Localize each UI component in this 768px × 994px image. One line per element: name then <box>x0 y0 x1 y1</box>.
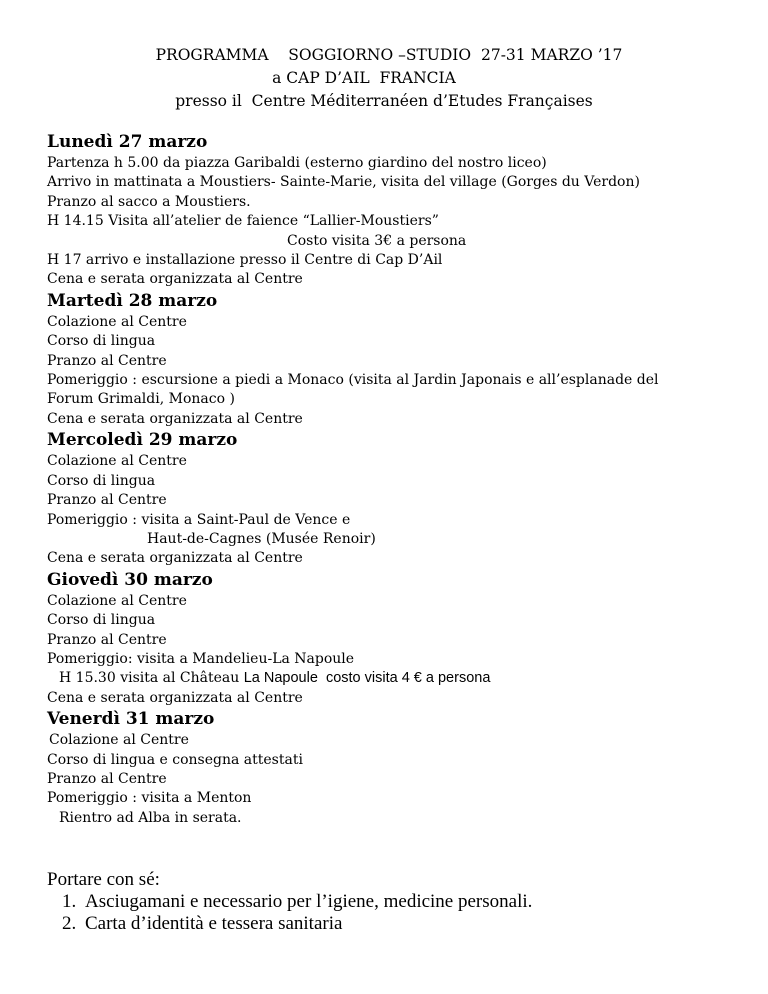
day2-line: Cena e serata organizzata al Centre <box>47 410 303 427</box>
day4-line: Cena e serata organizzata al Centre <box>47 689 303 706</box>
bring-title: Portare con sé: <box>47 869 160 891</box>
bring-list-item: 1. Asciugamani e necessario per l’igiene, medicine personali. <box>81 891 747 913</box>
day5-line: Pranzo al Centre <box>47 770 167 787</box>
day-heading-1: Lunedì 27 marzo <box>47 132 208 152</box>
day3-line: Cena e serata organizzata al Centre <box>47 550 303 567</box>
day3-line: Colazione al Centre <box>47 453 187 470</box>
day4-chateau-text: H 15.30 visita al Château <box>59 670 244 687</box>
day4-line: Colazione al Centre <box>47 592 187 609</box>
day2-line: Pranzo al Centre <box>47 352 167 369</box>
header-title: PROGRAMMA SOGGIORNO –STUDIO 27-31 MARZO ’17 <box>155 46 623 64</box>
day-heading-3: Mercoledì 29 marzo <box>47 430 238 451</box>
day3-line: Pranzo al Centre <box>47 492 167 509</box>
program-content <box>47 131 747 935</box>
day1-line: Pranzo al sacco a Moustiers. <box>47 193 251 210</box>
day1-line: H 17 arrivo e installazione presso il Centre di Cap D’Ail <box>47 252 443 269</box>
day4-line: Pomeriggio: visita a Mandelieu-La Napoule <box>47 650 355 667</box>
day2-line: Colazione al Centre <box>47 313 187 330</box>
day2-line: Corso di lingua <box>47 333 156 350</box>
day1-line: H 14.15 Visita all’atelier de faience “Lallier-Moustiers” <box>47 213 439 230</box>
document-header <box>0 44 768 113</box>
day5-line: Rientro ad Alba in serata. <box>59 809 242 826</box>
day5-line: Colazione al Centre <box>49 732 189 749</box>
bring-list-item: 2. Carta d’identità e tessera sanitaria <box>81 913 747 935</box>
day4-line: Pranzo al Centre <box>47 631 167 648</box>
bring-section <box>47 869 747 935</box>
day4-chateau-line <box>47 669 747 688</box>
day1-line: Arrivo in mattinata a Moustiers- Sainte-Marie, visita del village (Gorges du Verdon) <box>47 174 640 191</box>
day3-line: Corso di lingua <box>47 472 156 489</box>
day-heading-2: Martedì 28 marzo <box>47 290 218 311</box>
bring-list <box>47 891 747 935</box>
header-venue: presso il Centre Méditerranéen d’Etudes Françaises <box>175 92 593 110</box>
section-spacer <box>47 828 747 869</box>
day4-line: Corso di lingua <box>47 612 156 629</box>
day1-cost: Costo visita 3€ a persona <box>287 232 467 249</box>
day1-line: Cena e serata organizzata al Centre <box>47 271 303 288</box>
day3-line: Pomeriggio : visita a Saint-Paul de Vence e <box>47 511 351 528</box>
day4-chateau-cost: La Napoule costo visita 4 € a persona <box>243 670 491 687</box>
header-location: a CAP D’AIL FRANCIA <box>272 69 456 87</box>
day2-line: Forum Grimaldi, Monaco ) <box>47 391 235 408</box>
day3-line: Haut-de-Cagnes (Musée Renoir) <box>147 530 376 547</box>
day5-line: Pomeriggio : visita a Menton <box>47 790 252 807</box>
day2-line: Pomeriggio : escursione a piedi a Monaco (visita al Jardin Japonais e all’esplanade del <box>47 372 659 389</box>
day-heading-4: Giovedì 30 marzo <box>47 569 213 590</box>
day1-line: Partenza h 5.00 da piazza Garibaldi (esterno giardino del nostro liceo) <box>47 155 547 171</box>
day-heading-5: Venerdì 31 marzo <box>47 709 215 730</box>
day5-line: Corso di lingua e consegna attestati <box>47 751 303 768</box>
